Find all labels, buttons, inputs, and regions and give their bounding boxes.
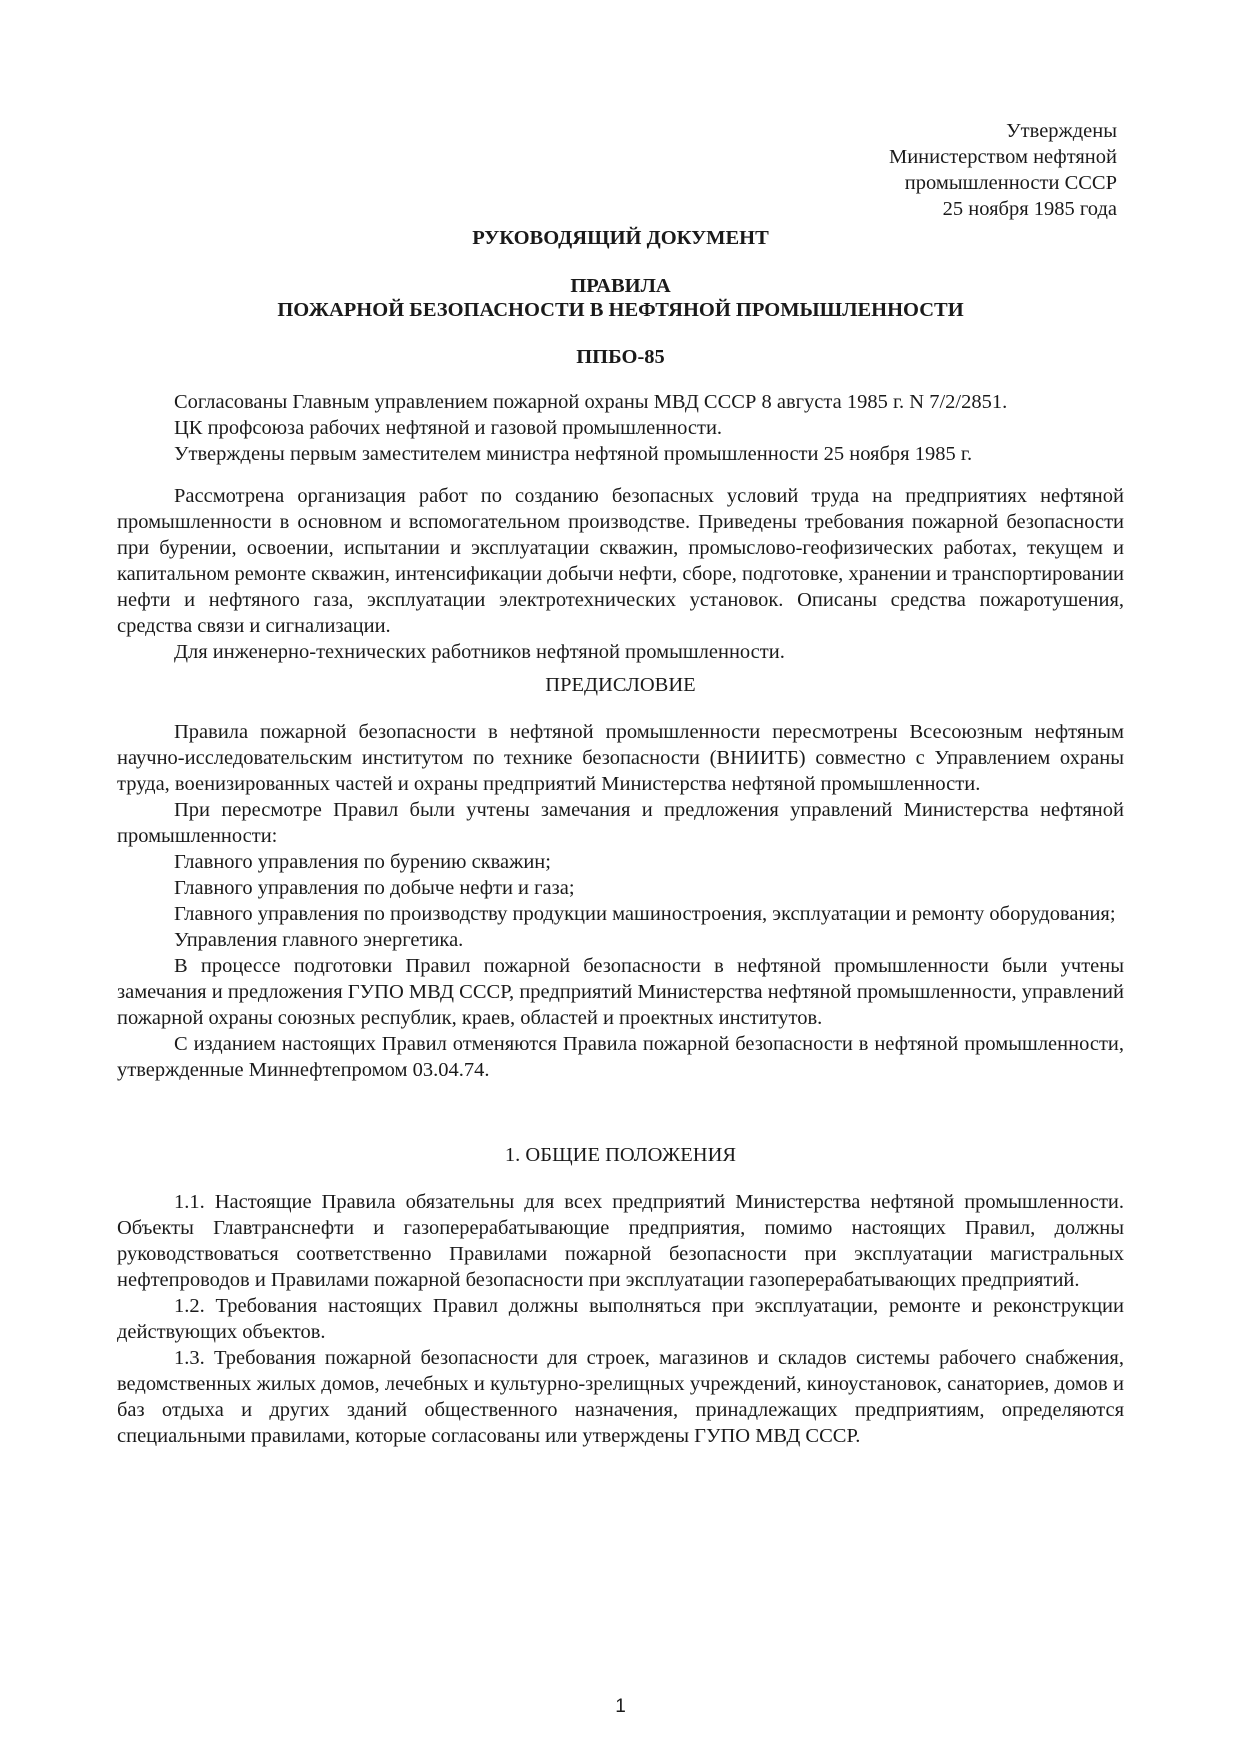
agreement-line: Утверждены первым заместителем министра нефтяной промышленности 25 ноября 1985 г. — [174, 443, 973, 465]
document-title-line1: ПРАВИЛА — [570, 275, 671, 297]
section-paragraph: 1.1. Настоящие Правила обязательны для всех предприятий Министерства нефтяной промышленности. Объекты Главтранснефти и газоперерабатывающие предприятия, помимо настоящих Правил, должны руководствоваться соответственно Правилами пожарной безопасности при эксплуатации магистральных нефтепроводов и Правилами пожарной безопасности при эксплуатации газоперерабатывающих предприятий. — [117, 1191, 1124, 1291]
abstract-block — [117, 483, 1124, 665]
approval-stamp-block — [889, 118, 1117, 222]
abstract-paragraph: Рассмотрена организация работ по созданию безопасных условий труда на предприятиях нефтяной промышленности в основном и вспомогательном производстве. Приведены требования пожарной безопасности при бурении, освоении, испытании и эксплуатации скважин, промыслово-геофизических работах, текущем и капитальном ремонте скважин, интенсификации добычи нефти, сборе, подготовке, хранении и транспортировании нефти и нефтяного газа, эксплуатации электротехнических установок. Описаны средства пожаротушения, средства связи и сигнализации. — [117, 485, 1124, 637]
abstract-audience: Для инженерно-технических работников нефтяной промышленности. — [174, 641, 785, 663]
preface-paragraph: При пересмотре Правил были учтены замечания и предложения управлений Министерства нефтяной промышленности: — [117, 799, 1124, 847]
document-title-line2: ПОЖАРНОЙ БЕЗОПАСНОСТИ В НЕФТЯНОЙ ПРОМЫШЛЕННОСТИ — [277, 299, 964, 321]
preface-paragraph: В процессе подготовки Правил пожарной безопасности в нефтяной промышленности были учтены замечания и предложения ГУПО МВД СССР, предприятий Министерства нефтяной промышленности, управлений пожарной охраны союзных республик, краев, областей и проектных институтов. — [117, 955, 1124, 1029]
page-number: 1 — [615, 1696, 626, 1717]
preface-list-item: Управления главного энергетика. — [174, 929, 464, 951]
approval-line: промышленности СССР — [904, 172, 1117, 194]
agreement-line: Согласованы Главным управлением пожарной охраны МВД СССР 8 августа 1985 г. N 7/2/2851. — [174, 391, 1008, 413]
approval-line: Утверждены — [1006, 120, 1117, 142]
section-heading: 1. ОБЩИЕ ПОЛОЖЕНИЯ — [504, 1144, 737, 1166]
preface-list-item: Главного управления по бурению скважин; — [174, 851, 551, 873]
preface-body — [117, 719, 1124, 1083]
document-code: ППБО-85 — [576, 346, 665, 368]
preface-list-item: Главного управления по производству продукции машиностроения, эксплуатации и ремонту оборудования; — [174, 903, 1116, 925]
section-body — [117, 1189, 1124, 1449]
section-paragraph: 1.2. Требования настоящих Правил должны выполняться при эксплуатации, ремонте и реконструкции действующих объектов. — [117, 1295, 1124, 1343]
document-type-heading: РУКОВОДЯЩИЙ ДОКУМЕНТ — [472, 227, 769, 249]
preface-paragraph: С изданием настоящих Правил отменяются Правила пожарной безопасности в нефтяной промышленности, утвержденные Миннефтепромом 03.04.74. — [117, 1033, 1124, 1081]
agreement-block — [117, 389, 1124, 467]
preface-list-item: Главного управления по добыче нефти и газа; — [174, 877, 575, 899]
preface-paragraph: Правила пожарной безопасности в нефтяной промышленности пересмотрены Всесоюзным нефтяным научно-исследовательским институтом по технике безопасности (ВНИИТБ) совместно с Управлением охраны труда, военизированных частей и охраны предприятий Министерства нефтяной промышленности. — [117, 721, 1124, 795]
approval-line: Министерством нефтяной — [888, 146, 1117, 168]
approval-date: 25 ноября 1985 года — [942, 198, 1117, 220]
agreement-line: ЦК профсоюза рабочих нефтяной и газовой промышленности. — [174, 417, 723, 439]
section-paragraph: 1.3. Требования пожарной безопасности для строек, магазинов и складов системы рабочего снабжения, ведомственных жилых домов, лечебных и культурно-зрелищных учреждений, киноустановок, санаториев, домов и баз отдыха и других зданий общественного назначения, принадлежащих предприятиям, определяются специальными правилами, которые согласованы или утверждены ГУПО МВД СССР. — [117, 1347, 1124, 1447]
preface-heading: ПРЕДИСЛОВИЕ — [545, 674, 696, 696]
